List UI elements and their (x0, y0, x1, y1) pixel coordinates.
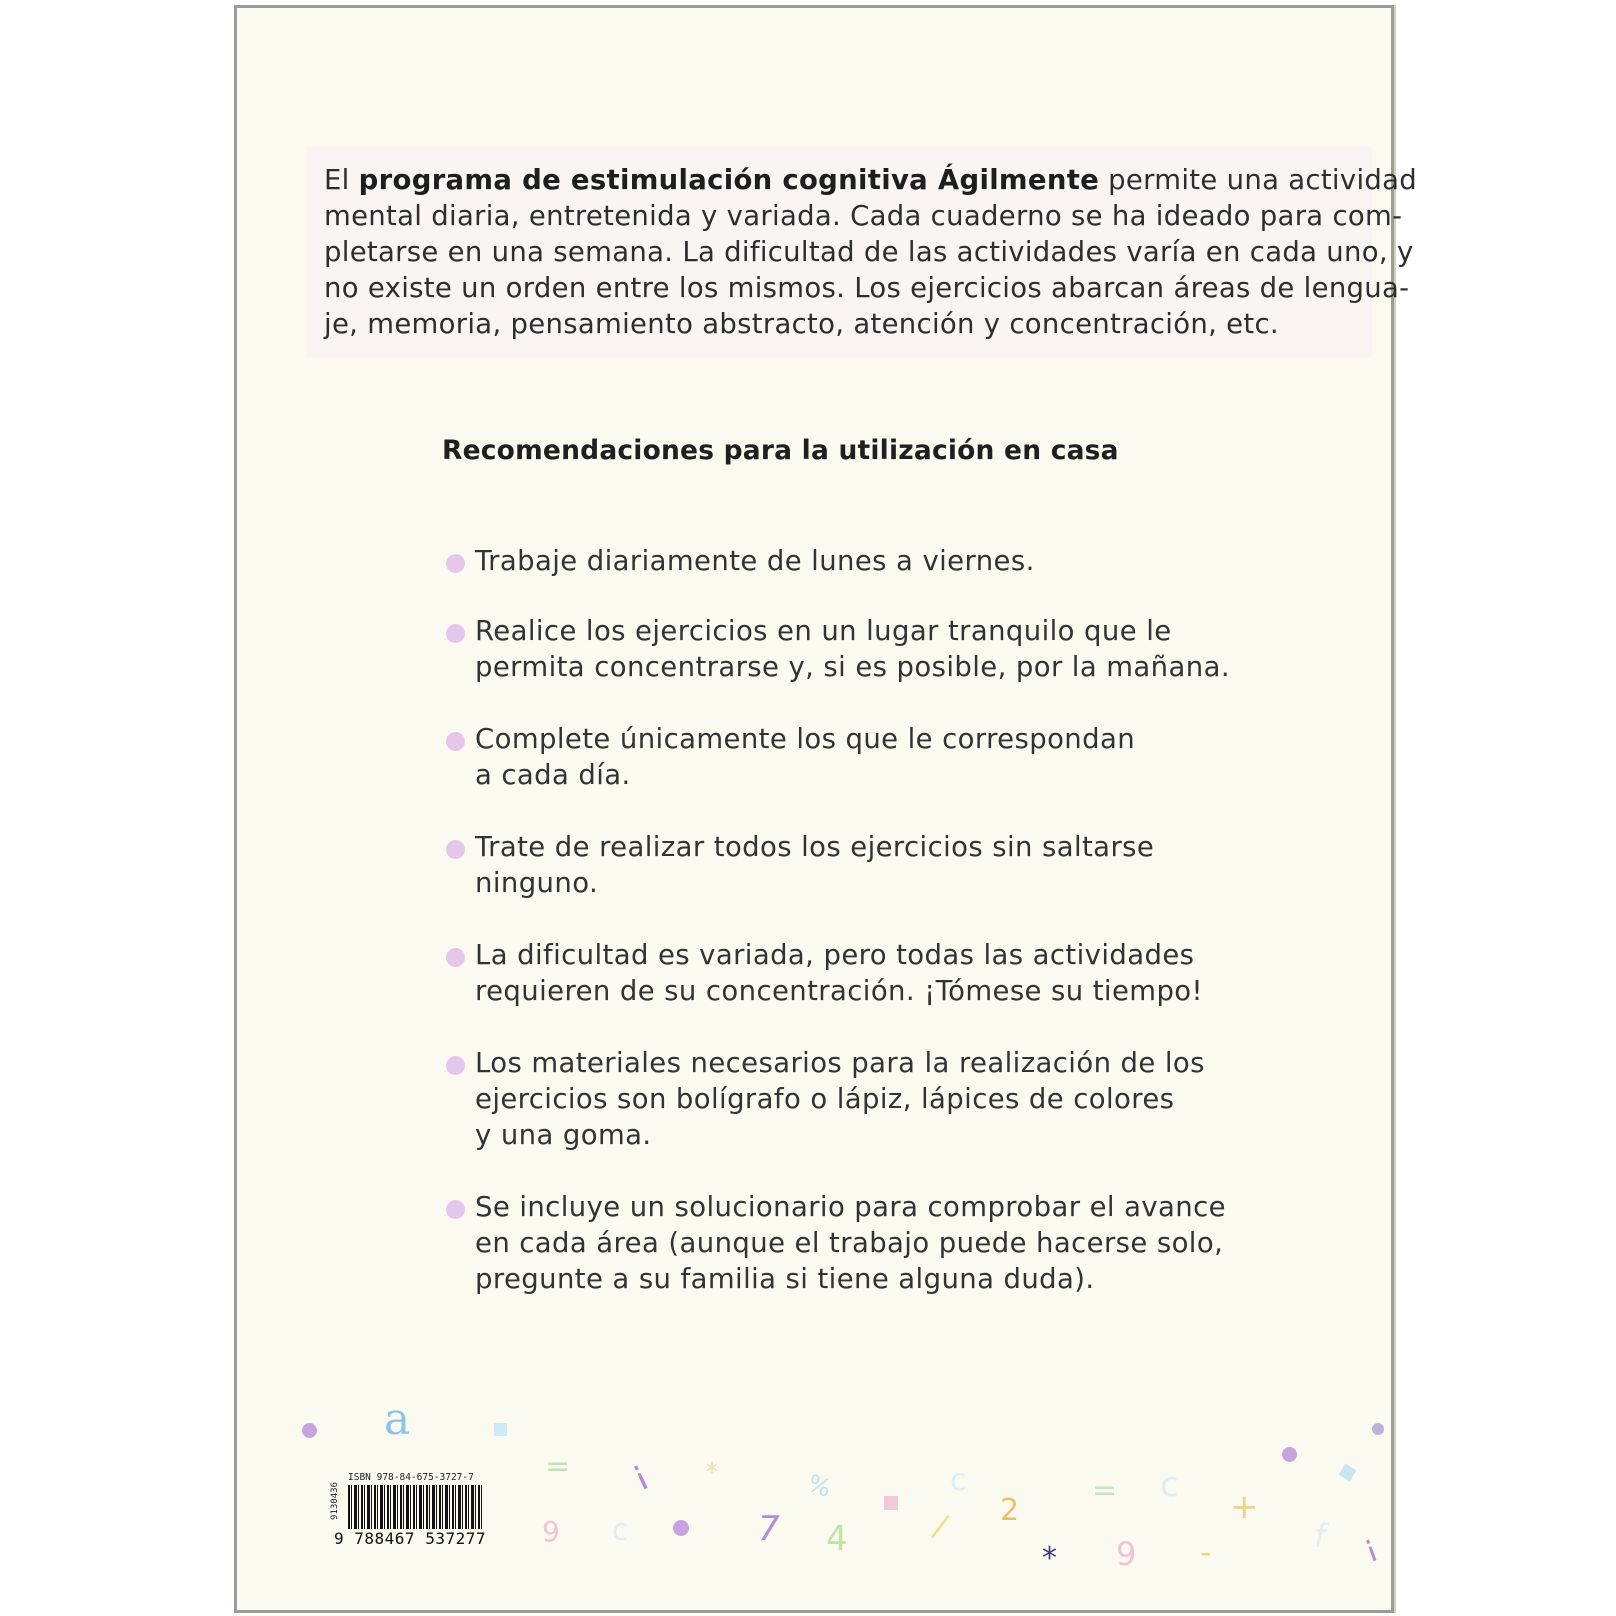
recommendation-item: Trabaje diariamente de lunes a viernes. (446, 543, 1035, 579)
decor-number-2: 2 (1000, 1493, 1020, 1528)
intro-line-5: je, memoria, pensamiento abstracto, atención y concentración, etc. (324, 308, 1279, 340)
decor-percent: % (803, 1468, 835, 1504)
decor-dot (1282, 1447, 1297, 1462)
bullet-dot (446, 1056, 465, 1075)
isbn-label: ISBN 978-84-675-3727-7 (348, 1472, 474, 1483)
bullet-dot (446, 840, 465, 859)
decor-letter-f: f (1314, 1517, 1326, 1555)
decor-letter-c: c (950, 1463, 967, 1498)
decor-star: * (1042, 1541, 1057, 1576)
intro-line-1: El programa de estimulación cognitiva Ágilmente permite una actividad (324, 164, 1418, 196)
decor-letter-c: c (612, 1513, 629, 1548)
decor-number-4: 4 (826, 1519, 848, 1559)
bullet-dot (446, 1200, 465, 1219)
decor-equals: = (1092, 1473, 1118, 1508)
decor-letter-c: c (1160, 1465, 1179, 1505)
decor-square (884, 1496, 898, 1510)
decor-letter-a: a (384, 1394, 411, 1445)
isbn-side-code: 9130436 (329, 1482, 340, 1520)
isbn-digits: 9 788467 537277 (334, 1529, 486, 1548)
intro-line-4: no existe un orden entre los mismos. Los ejercicios abarcan áreas de lengua- (324, 272, 1410, 304)
decor-star: * (706, 1458, 718, 1486)
decor-exclamation: ¡ (624, 1451, 654, 1495)
intro-paragraph (306, 146, 1418, 358)
recommendations-heading: Recomendaciones para la utilización en casa (442, 435, 1119, 466)
bullet-dot (446, 732, 465, 751)
decor-slash: / (928, 1506, 952, 1546)
decor-plus: + (1230, 1487, 1259, 1527)
recommendation-item: Complete únicamente los que le correspondan a cada día. (446, 721, 1135, 793)
recommendation-item: Realice los ejercicios en un lugar tranquilo que le permita concentrarse y, si es posible, por la mañana. (446, 613, 1230, 685)
intro-line-3: pletarse en una semana. La dificultad de las actividades varía en cada uno, y (324, 236, 1414, 268)
decor-dot (673, 1520, 689, 1536)
decor-equals: = (545, 1449, 571, 1484)
decor-number-9: 9 (1116, 1535, 1137, 1573)
decor-minus: - (1200, 1533, 1212, 1571)
isbn-barcode (329, 1472, 494, 1548)
decor-number-7: 7 (758, 1509, 780, 1549)
decor-dot (302, 1423, 317, 1438)
recommendation-item: Los materiales necesarios para la realización de los ejercicios son bolígrafo o lápiz, lápices de colores y una goma. (446, 1045, 1205, 1153)
decor-exclamation: ¡ (1358, 1528, 1382, 1566)
recommendation-item: Se incluye un solucionario para comprobar el avance en cada área (aunque el trabajo puede hacerse solo, pregunte a su familia si tiene alguna duda). (446, 1189, 1226, 1297)
bullet-dot (446, 624, 465, 643)
program-name: programa de estimulación cognitiva Ágilmente (358, 164, 1100, 196)
decor-square (494, 1423, 507, 1436)
intro-line-2: mental diaria, entretenida y variada. Cada cuaderno se ha ideado para com- (324, 200, 1403, 232)
bullet-dot (446, 948, 465, 967)
recommendation-item: La dificultad es variada, pero todas las actividades requieren de su concentración. ¡Tómese su tiempo! (446, 937, 1203, 1009)
bullet-dot (446, 554, 465, 573)
barcode-bars (348, 1485, 484, 1529)
recommendation-item: Trate de realizar todos los ejercicios sin saltarse ninguno. (446, 829, 1154, 901)
decor-dot (1372, 1423, 1384, 1435)
decor-number-9: 9 (542, 1515, 560, 1548)
